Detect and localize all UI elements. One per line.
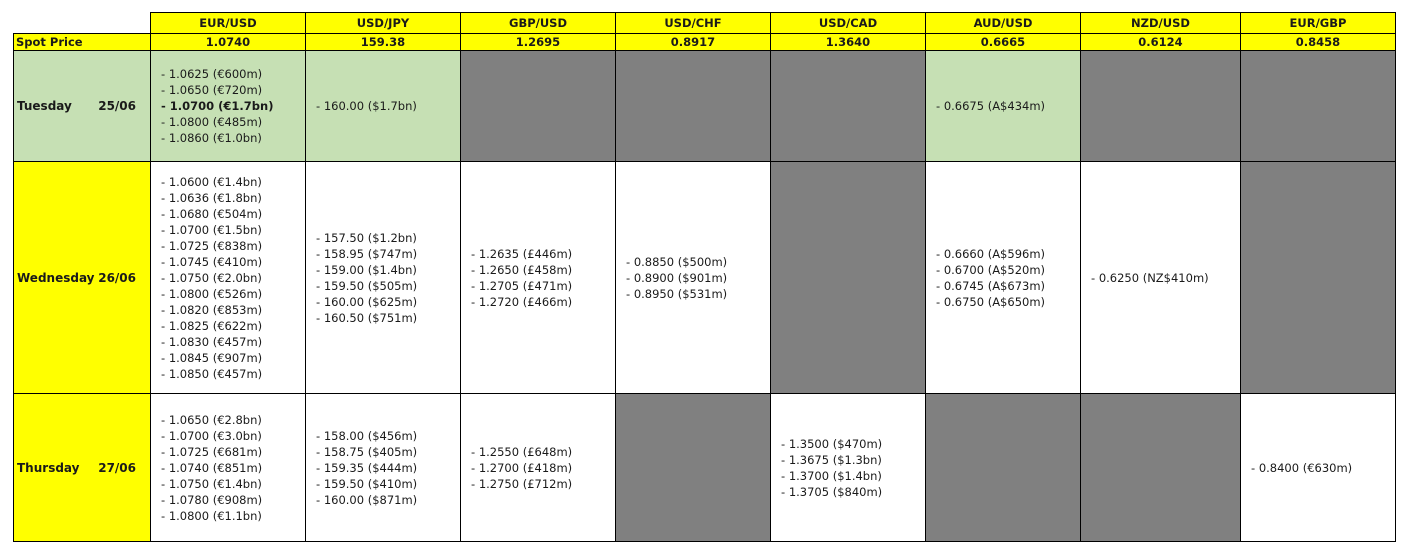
spot-price-gbpusd: 1.2695 (461, 34, 616, 51)
expiry-line: - 1.2705 (£471m) (471, 278, 615, 294)
expiry-cell (926, 162, 1081, 394)
expiry-line: - 160.00 ($1.7bn) (316, 98, 460, 114)
spot-price-eurgbp: 0.8458 (1241, 34, 1396, 51)
expiry-day-row (14, 394, 1396, 542)
expiry-line: - 0.6700 (A$520m) (936, 262, 1080, 278)
expiry-line: - 1.0830 (€457m) (161, 334, 305, 350)
expiry-line: - 159.50 ($505m) (316, 278, 460, 294)
expiry-line: - 1.0650 (€2.8bn) (161, 412, 305, 428)
expiry-line: - 1.2720 (£466m) (471, 294, 615, 310)
expiry-line: - 160.00 ($625m) (316, 294, 460, 310)
expiry-line: - 158.00 ($456m) (316, 428, 460, 444)
expiry-cell (771, 51, 926, 162)
expiry-line: - 157.50 ($1.2bn) (316, 230, 460, 246)
expiry-cell (1081, 51, 1241, 162)
expiry-cell (461, 51, 616, 162)
expiry-line: - 0.8400 (€630m) (1251, 460, 1395, 476)
expiry-line: - 0.8900 ($901m) (626, 270, 770, 286)
day-label (14, 394, 151, 542)
expiry-cell (1081, 394, 1241, 542)
day-name: Wednesday (17, 270, 95, 285)
expiry-line: - 1.0845 (€907m) (161, 350, 305, 366)
expiry-line: - 1.3700 ($1.4bn) (781, 468, 925, 484)
expiry-cell (1241, 51, 1396, 162)
expiry-cell (1241, 162, 1396, 394)
spot-price-usdjpy: 159.38 (306, 34, 461, 51)
expiry-line: - 1.0750 (€1.4bn) (161, 476, 305, 492)
spot-price-eurusd: 1.0740 (151, 34, 306, 51)
day-name: Tuesday (17, 99, 72, 113)
expiry-day-row (14, 162, 1396, 394)
pair-header-nzdusd: NZD/USD (1081, 13, 1241, 34)
pair-header-gbpusd: GBP/USD (461, 13, 616, 34)
expiry-cell (926, 51, 1081, 162)
fx-options-expiries-table (13, 12, 1396, 542)
expiry-line: - 0.6250 (NZ$410m) (1091, 270, 1240, 286)
expiry-line: - 1.2550 (£648m) (471, 444, 615, 460)
expiry-line: - 0.6750 (A$650m) (936, 294, 1080, 310)
pair-header-usdjpy: USD/JPY (306, 13, 461, 34)
corner-blank (14, 13, 151, 34)
expiry-cell (461, 162, 616, 394)
expiry-cell (1081, 162, 1241, 394)
expiry-line: - 0.6675 (A$434m) (936, 98, 1080, 114)
expiry-line: - 1.2750 (£712m) (471, 476, 615, 492)
pair-header-usdcad: USD/CAD (771, 13, 926, 34)
day-date: 27/06 (98, 460, 136, 475)
expiry-cell (771, 162, 926, 394)
expiry-line: - 1.3705 ($840m) (781, 484, 925, 500)
day-date: 25/06 (98, 99, 136, 113)
expiry-cell (461, 394, 616, 542)
day-label (14, 162, 151, 394)
expiry-line: - 1.0825 (€622m) (161, 318, 305, 334)
expiry-line: - 1.0680 (€504m) (161, 206, 305, 222)
expiry-line: - 1.0745 (€410m) (161, 254, 305, 270)
spot-price-audusd: 0.6665 (926, 34, 1081, 51)
spot-price-row (14, 34, 1396, 51)
pair-header-eurgbp: EUR/GBP (1241, 13, 1396, 34)
expiry-cell (306, 394, 461, 542)
expiry-line: - 1.0700 (€1.5bn) (161, 222, 305, 238)
expiry-cell (151, 51, 306, 162)
expiry-cell (771, 394, 926, 542)
expiry-line: - 1.0725 (€838m) (161, 238, 305, 254)
expiry-line: - 159.35 ($444m) (316, 460, 460, 476)
pair-header-eurusd: EUR/USD (151, 13, 306, 34)
expiry-cell (1241, 394, 1396, 542)
expiry-line: - 1.3500 ($470m) (781, 436, 925, 452)
expiry-line: - 1.0780 (€908m) (161, 492, 305, 508)
expiry-line: - 159.50 ($410m) (316, 476, 460, 492)
day-name: Thursday (17, 460, 80, 475)
expiry-line: - 1.0800 (€526m) (161, 286, 305, 302)
expiry-line: - 160.50 ($751m) (316, 310, 460, 326)
expiry-line: - 160.00 ($871m) (316, 492, 460, 508)
day-label (14, 51, 151, 162)
expiry-line: - 1.0800 (€485m) (161, 114, 305, 130)
expiry-line: - 1.0850 (€457m) (161, 366, 305, 382)
expiry-day-row (14, 51, 1396, 162)
expiry-line: - 1.2700 (£418m) (471, 460, 615, 476)
expiry-cell (616, 162, 771, 394)
expiry-line: - 1.0820 (€853m) (161, 302, 305, 318)
expiry-line: - 1.0700 (€3.0bn) (161, 428, 305, 444)
expiry-cell (306, 51, 461, 162)
expiry-line: - 1.0625 (€600m) (161, 66, 305, 82)
expiry-line: - 1.0750 (€2.0bn) (161, 270, 305, 286)
expiry-line: - 0.8850 ($500m) (626, 254, 770, 270)
expiry-line: - 1.3675 ($1.3bn) (781, 452, 925, 468)
spot-price-usdcad: 1.3640 (771, 34, 926, 51)
expiry-line: - 158.95 ($747m) (316, 246, 460, 262)
expiry-line: - 1.0650 (€720m) (161, 82, 305, 98)
expiry-cell (616, 51, 771, 162)
expiry-line: - 1.0725 (€681m) (161, 444, 305, 460)
expiry-line: - 159.00 ($1.4bn) (316, 262, 460, 278)
spot-price-nzdusd: 0.6124 (1081, 34, 1241, 51)
expiry-line: - 1.0700 (€1.7bn) (161, 98, 305, 114)
expiry-cell (616, 394, 771, 542)
spot-price-label: Spot Price (14, 34, 151, 51)
day-date: 26/06 (98, 270, 136, 285)
expiry-cell (306, 162, 461, 394)
expiry-cell (151, 394, 306, 542)
expiry-line: - 1.0600 (€1.4bn) (161, 174, 305, 190)
expiry-line: - 158.75 ($405m) (316, 444, 460, 460)
expiry-line: - 1.2635 (£446m) (471, 246, 615, 262)
expiry-line: - 0.8950 ($531m) (626, 286, 770, 302)
expiry-line: - 1.0800 (€1.1bn) (161, 508, 305, 524)
expiry-cell (151, 162, 306, 394)
spot-price-usdchf: 0.8917 (616, 34, 771, 51)
expiry-line: - 0.6745 (A$673m) (936, 278, 1080, 294)
expiry-line: - 1.0860 (€1.0bn) (161, 130, 305, 146)
pair-header-usdchf: USD/CHF (616, 13, 771, 34)
expiry-cell (926, 394, 1081, 542)
expiry-line: - 1.0740 (€851m) (161, 460, 305, 476)
expiry-line: - 1.2650 (£458m) (471, 262, 615, 278)
expiry-line: - 1.0636 (€1.8bn) (161, 190, 305, 206)
pair-header-audusd: AUD/USD (926, 13, 1081, 34)
expiry-line: - 0.6660 (A$596m) (936, 246, 1080, 262)
pair-header-row (14, 13, 1396, 34)
